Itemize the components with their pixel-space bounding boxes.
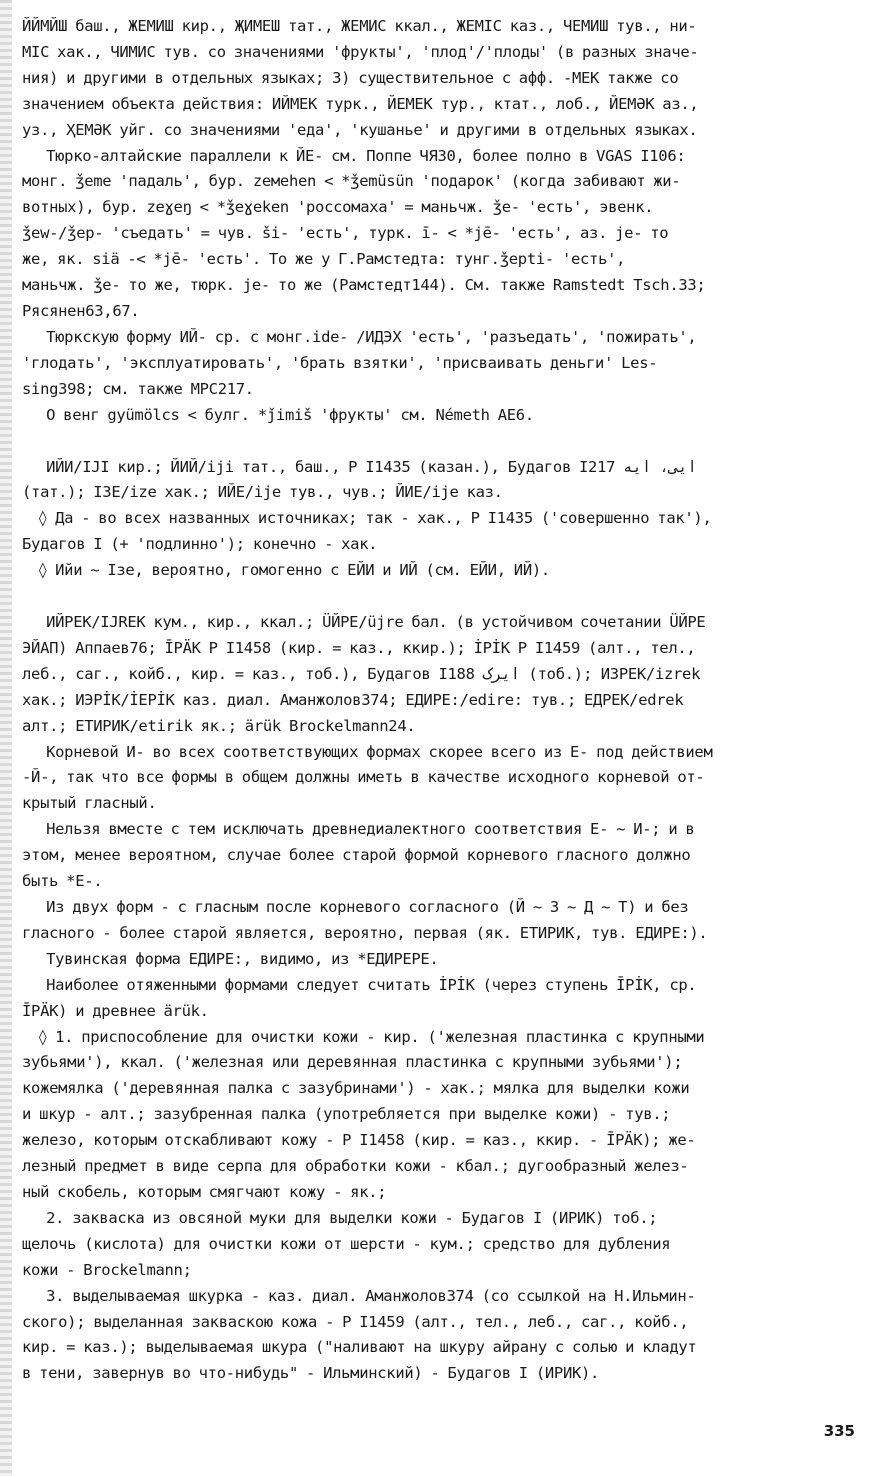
text-line: ◊ Да - во всех названных источниках; так - хак., Р I1435 ('совершенно так'), xyxy=(22,509,712,528)
entry-ijrek xyxy=(22,610,858,740)
entry-separator xyxy=(22,429,858,455)
meaning-2 xyxy=(22,1206,858,1284)
text-line: ный скобель, которым смягчают кожу - як.; xyxy=(22,1182,387,1201)
text-line: щелочь (кислота) для очистки кожи от шерсти - кум.; средство для дубления xyxy=(22,1234,671,1253)
text-line: кир. = каз.); выделываемая шкура ("наливают на шкуру айрану с солью и кладут xyxy=(22,1338,697,1357)
text-line: Тюркскую форму ИЙ- ср. с монг.ide- /ИДЭХ 'есть', 'разъедать', 'пожирать', xyxy=(22,327,697,346)
text-line: Из двух форм - с гласным после корневого согласного (Й ~ З ~ Д ~ Т) и без xyxy=(22,898,689,916)
page-number: 335 xyxy=(823,1422,855,1440)
turkic-form-paragraph xyxy=(22,325,858,429)
text-line: кожемялка ('деревянная палка с зазубринами') - хак.; мялка для выделки кожи xyxy=(22,1079,690,1098)
text-line: ЙЙМЙШ баш., ЖЕМИШ кир., ҖИМЕШ тат., ЖЕМИС ккал., ЖЕМІС каз., ЧЕМИШ тув., ни- xyxy=(22,17,697,35)
text-line: Нельзя вместе с тем исключать древнедиалектного соответствия Е- ~ И-; и в xyxy=(22,820,695,839)
text-line: быть *Е-. xyxy=(22,872,103,891)
text-line: ĪРӒК) и древнее ärük. xyxy=(22,1001,209,1020)
text-line: 3. выделываемая шкурка - каз. диал. Аманжолов374 (со ссылкой на Н.Ильмин- xyxy=(22,1286,696,1305)
text-line: кожи - Brockelmann; xyxy=(22,1260,192,1279)
text-line: и шкур - алт.; зазубренная палка (употребляется при выделке кожи) - тув.; xyxy=(22,1105,671,1124)
text-line: вотных), бур. zeɣeŋ < *ǯeɣeken 'россомаха' = маньчж. ǯe- 'есть', эвенк. xyxy=(22,198,654,217)
text-line: значением объекта действия: ИЙМЕК турк., ЙЕМЕК тур., ктат., лоб., ЙЕМӘК аз., xyxy=(22,94,699,113)
text-line: ◊ Ийи ~ Ізе, вероятно, гомогенно с ЕЙИ и ИЙ (см. ЕЙИ, ИЙ). xyxy=(22,561,550,580)
scan-margin-strip xyxy=(0,0,12,1476)
text-line: О венг gyümölcs < булг. *ǰimiš 'фрукты' см. Németh AE6. xyxy=(22,405,534,424)
entry-iji xyxy=(22,455,858,585)
text-line: (тат.); ІЗЕ/ize хак.; ИЙЕ/ije тув., чув.; ЙИЕ/ije каз. xyxy=(22,483,503,502)
text-line: Тувинская форма ЕДИРЕ:, видимо, из *ЕДИРЕРЕ. xyxy=(22,949,439,968)
text-line: Тюрко-алтайские параллели к ЙЕ- см. Поппе ЧЯ30, более полно в VGAS I106: xyxy=(22,146,686,165)
text-line: крытый гласный. xyxy=(22,794,157,813)
entry-separator xyxy=(22,584,858,610)
text-line: Будагов I (+ 'подлинно'); конечно - хак. xyxy=(22,535,378,554)
text-line: Рясянен63,67. xyxy=(22,301,140,320)
text-line: ИЙИ/IJI кир.; ЙИЙ/iji тат., баш., Р I1435 (казан.), Будагов I217 ایی، ایه xyxy=(22,457,697,476)
text-line: же, як. siä -< *jē- 'есть'. То же у Г.Рамстедта: тунг.ǯepti- 'есть', xyxy=(22,250,626,269)
text-line: в тени, завернув во что-нибудь" - Ильминский) - Будагов I (ИРИК). xyxy=(22,1364,600,1383)
text-line: зубьями'), ккал. ('железная или деревянная пластинка с крупными зубьями'); xyxy=(22,1053,683,1072)
text-line: 2. закваска из овсяной муки для выделки кожи - Будагов I (ИРИК) тоб.; xyxy=(22,1208,658,1227)
text-line: МІС хак., ЧИМИС тув. со значениями 'фрукты', 'плод'/'плоды' (в разных значе- xyxy=(22,42,699,61)
text-line: гласного - более старой является, вероятно, первая (як. ЕТИРИК, тув. ЕДИРЕ:). xyxy=(22,923,708,942)
text-line: уз., ҲЕМӘК уйг. со значениями 'еда', 'кушанье' и другими в отдельных языках. xyxy=(22,120,698,139)
text-line: ИЙРЕК/IJREK кум., кир., ккал.; ÜЙРЕ/üjre бал. (в устойчивом сочетании ÜЙРЕ xyxy=(22,613,706,632)
text-line: sing398; см. также МРС217. xyxy=(22,379,254,398)
text-line: ǯew-/ǯep- 'съедать' = чув. ši- 'есть', турк. ī- < *jē- 'есть', аз. je- то xyxy=(22,224,669,243)
entry-continuation xyxy=(22,14,858,325)
text-line: лезный предмет в виде серпа для обработки кожи - кбал.; дугообразный желез- xyxy=(22,1157,689,1176)
text-line: ния) и другими в отдельных языках; 3) существительное с афф. -МЕК также со xyxy=(22,68,679,87)
text-line: -Й-, так что все формы в общем должны иметь в качестве исходного корневой от- xyxy=(22,768,705,787)
text-line: железо, которым отскабливают кожу - Р I1458 (кир. = каз., ккир. - ĪРӒК); же- xyxy=(22,1131,696,1150)
text-line: леб., саг., койб., кир. = каз., тоб.), Будагов I188 ایرک (тоб.); ИЗРЕК/izrek xyxy=(22,664,701,683)
text-line: алт.; ЕТИРИК/etirik як.; ärük Brockelmann24. xyxy=(22,716,416,735)
text-line: Корневой И- во всех соответствующих формах скорее всего из Е- под действием xyxy=(22,742,713,761)
text-line: ЭЙАП) Аппаев76; ĪРӒК Р I1458 (кир. = каз., ккир.); İРİК Р I1459 (алт., тел., xyxy=(22,638,696,657)
text-line: хак.; ИЭРİК/İЕРİК каз. диал. Аманжолов374; ЕДИРЕ:/edire: тув.; ЕДРЕК/edrek xyxy=(22,690,684,709)
text-line: 'глодать', 'эксплуатировать', 'брать взятки', 'присваивать деньги' Les- xyxy=(22,353,658,372)
text-line: ского); выделанная закваскою кожа - Р I1459 (алт., тел., леб., саг., койб., xyxy=(22,1312,689,1331)
text-line: монг. ǯeme 'падаль', бур. zeмehen < *ǯemüsün 'подарок' (когда забивают жи- xyxy=(22,172,681,191)
dictionary-page xyxy=(22,14,858,1387)
text-line: этом, менее вероятном, случае более старой формой корневого гласного должно xyxy=(22,846,691,865)
text-line: ◊ 1. приспособление для очистки кожи - кир. ('железная пластинка с крупными xyxy=(22,1027,705,1046)
ijrek-commentary xyxy=(22,740,858,1025)
text-line: маньчж. ǯe- то же, тюрк. je- то же (Рамстедт144). См. также Ramstedt Tsch.33; xyxy=(22,276,706,295)
meaning-3 xyxy=(22,1284,858,1388)
meaning-1 xyxy=(22,1025,858,1206)
text-line: Наиболее отяженными формами следует считать İРİК (через ступень ĪРİК, ср. xyxy=(22,975,697,994)
